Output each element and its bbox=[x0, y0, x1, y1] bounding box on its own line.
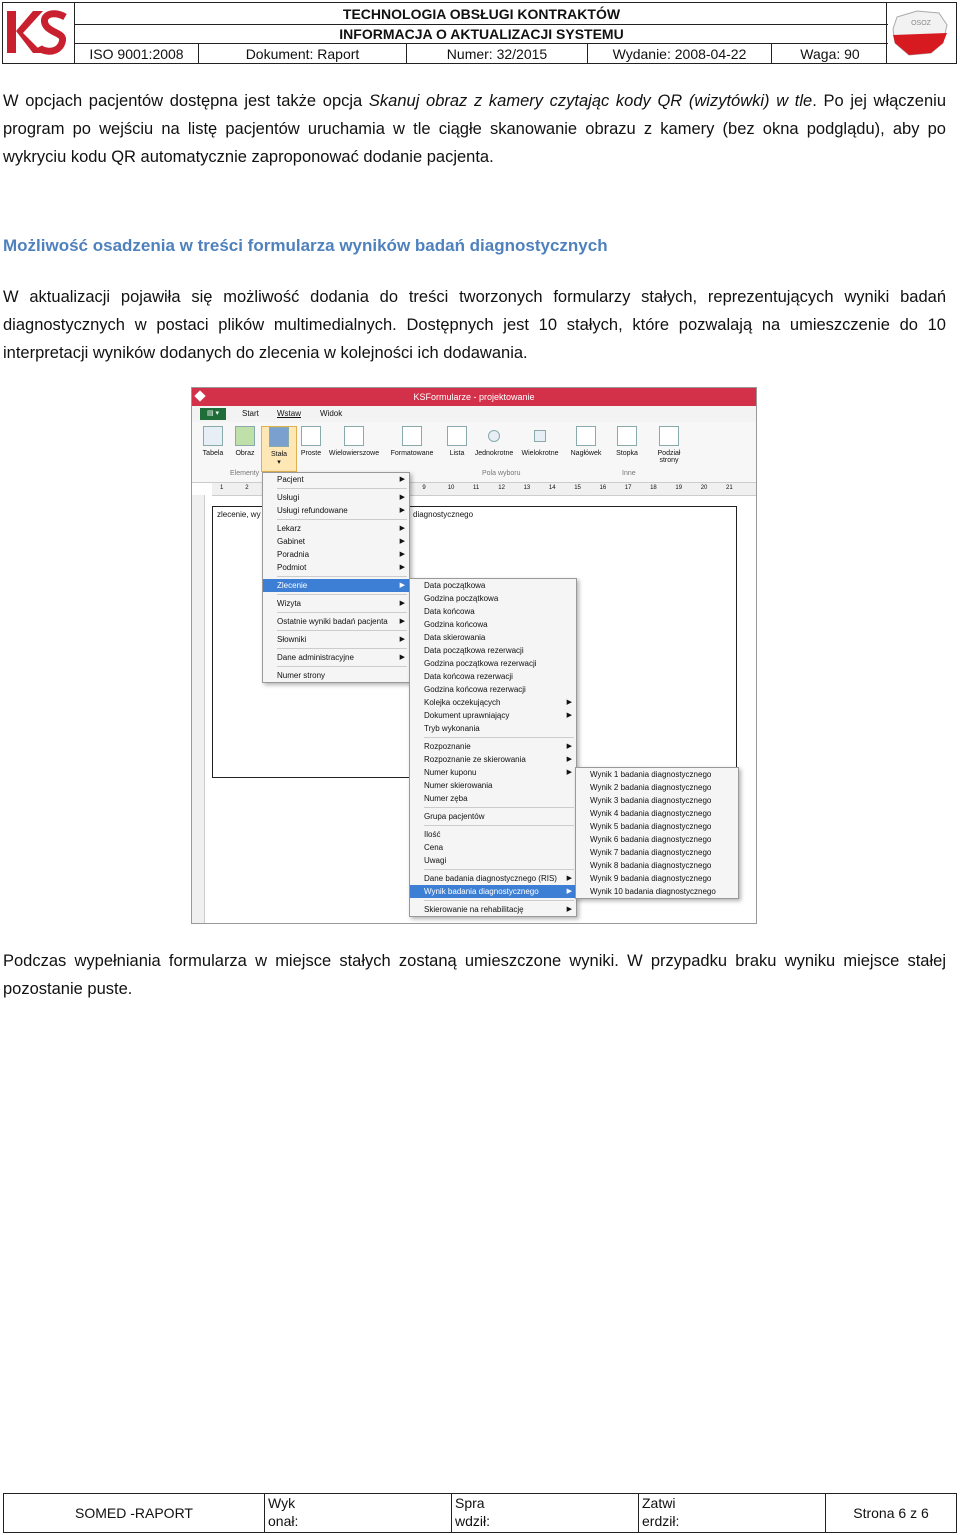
ribbon-naglowek-button[interactable] bbox=[566, 426, 606, 457]
ribbon-jednokrotne-button[interactable] bbox=[474, 426, 514, 457]
vertical-ruler bbox=[192, 495, 205, 924]
menu-item-label: Zlecenie bbox=[277, 581, 308, 590]
menu-item[interactable] bbox=[410, 696, 576, 709]
menu-item-label: Cena bbox=[424, 843, 444, 852]
menu-item-label: Grupa pacjentów bbox=[424, 812, 485, 821]
menu-wstaw[interactable]: Wstaw bbox=[277, 409, 301, 418]
menu-separator bbox=[277, 519, 407, 520]
ribbon-label: Wielokrotne bbox=[521, 450, 559, 457]
menu-item[interactable] bbox=[576, 846, 738, 859]
menu-item-label: Wynik 3 badania diagnostycznego bbox=[590, 796, 712, 805]
window-title: KSFormularze - projektowanie bbox=[413, 392, 535, 402]
menu-item[interactable] bbox=[263, 615, 409, 628]
menu-item[interactable] bbox=[576, 820, 738, 833]
ruler-tick: 16 bbox=[599, 485, 607, 491]
menu-item[interactable] bbox=[410, 841, 576, 854]
paragraph-1-italic: Skanuj obraz z kamery czytając kody QR (wizytówki) w tle bbox=[368, 92, 813, 110]
menu-separator bbox=[277, 488, 407, 489]
menu-item-label: Tryb wykonania bbox=[424, 724, 480, 733]
table-icon bbox=[203, 426, 223, 446]
ruler-tick: 13 bbox=[523, 485, 531, 491]
menu-item-label: Data końcowa bbox=[424, 607, 475, 616]
ribbon-group-inne: Inne bbox=[622, 470, 636, 477]
radio-icon bbox=[488, 430, 500, 442]
submenu-arrow-icon: ▶ bbox=[399, 618, 405, 625]
menu-item[interactable] bbox=[576, 794, 738, 807]
menu-item-label: Dane administracyjne bbox=[277, 653, 354, 662]
ruler-tick: 17 bbox=[624, 485, 632, 491]
menu-item[interactable] bbox=[410, 903, 576, 916]
menu-bar bbox=[192, 406, 756, 423]
file-menu-button[interactable]: ▤ ▾ bbox=[200, 408, 226, 420]
menu-item[interactable] bbox=[410, 709, 576, 722]
menu-separator bbox=[277, 648, 407, 649]
ribbon-tabela-button[interactable] bbox=[196, 426, 230, 457]
osoz-logo-text: OSOZ bbox=[911, 20, 931, 27]
menu-item[interactable] bbox=[410, 579, 576, 592]
menu-item-label: Wynik 2 badania diagnostycznego bbox=[590, 783, 712, 792]
menu-item[interactable] bbox=[410, 766, 576, 779]
menu-item-label: Wynik 9 badania diagnostycznego bbox=[590, 874, 712, 883]
ribbon-proste-button[interactable] bbox=[294, 426, 328, 457]
menu-item[interactable] bbox=[410, 792, 576, 805]
footer-checked-by bbox=[452, 1494, 639, 1532]
footer-made-by bbox=[265, 1494, 452, 1532]
menu-item-label: Data początkowa bbox=[424, 581, 486, 590]
ribbon-wielowierszowe-button[interactable] bbox=[328, 426, 380, 457]
menu-item[interactable] bbox=[263, 651, 409, 664]
menu-item[interactable] bbox=[410, 740, 576, 753]
menu-item[interactable] bbox=[263, 504, 409, 517]
menu-item-label: Kolejka oczekujących bbox=[424, 698, 501, 707]
menu-item-label: Numer strony bbox=[277, 671, 326, 680]
ribbon-label: Podział strony bbox=[657, 450, 681, 464]
menu-item[interactable] bbox=[410, 872, 576, 885]
menu-item[interactable] bbox=[410, 631, 576, 644]
menu-item[interactable] bbox=[576, 872, 738, 885]
stala-dropdown bbox=[262, 472, 410, 683]
menu-item[interactable] bbox=[263, 669, 409, 682]
menu-item-label: Poradnia bbox=[277, 550, 310, 559]
menu-item-label: Numer kuponu bbox=[424, 768, 477, 777]
paragraph-1 bbox=[3, 87, 946, 171]
submenu-arrow-icon: ▶ bbox=[566, 712, 572, 719]
submenu-arrow-icon: ▶ bbox=[399, 476, 405, 483]
menu-item-label: Data skierowania bbox=[424, 633, 486, 642]
zlecenie-submenu bbox=[409, 578, 577, 917]
menu-item-label: Podmiot bbox=[277, 563, 307, 572]
menu-item-label: Godzina końcowa bbox=[424, 620, 488, 629]
header-number: Numer: 32/2015 bbox=[407, 44, 588, 64]
canvas-text-2: diagnostycznego bbox=[413, 510, 474, 519]
menu-item[interactable] bbox=[576, 833, 738, 846]
ribbon-stala-button[interactable]: Stała ▾ bbox=[261, 426, 297, 472]
footer-made-b: onał: bbox=[268, 1513, 299, 1529]
menu-item-label: Godzina początkowa bbox=[424, 594, 499, 603]
submenu-arrow-icon: ▶ bbox=[399, 494, 405, 501]
menu-item[interactable] bbox=[410, 854, 576, 867]
ks-logo bbox=[3, 3, 75, 63]
submenu-arrow-icon: ▶ bbox=[399, 582, 405, 589]
menu-separator bbox=[424, 900, 574, 901]
header-issue: Wydanie: 2008-04-22 bbox=[588, 44, 772, 64]
footer-company: SOMED -RAPORT bbox=[4, 1494, 265, 1532]
textbox-icon bbox=[301, 426, 321, 446]
submenu-arrow-icon: ▶ bbox=[566, 888, 572, 895]
menu-item[interactable] bbox=[576, 807, 738, 820]
menu-item[interactable] bbox=[410, 657, 576, 670]
ribbon-label: Lista bbox=[449, 450, 465, 457]
footer-approved-a: Zatwi bbox=[642, 1495, 676, 1511]
ribbon-label: Jednokrotne bbox=[474, 450, 514, 457]
submenu-arrow-icon: ▶ bbox=[566, 756, 572, 763]
menu-item[interactable] bbox=[410, 592, 576, 605]
submenu-arrow-icon: ▶ bbox=[399, 564, 405, 571]
wynik-submenu bbox=[575, 767, 739, 899]
menu-item-label: Usługi bbox=[277, 493, 300, 502]
submenu-arrow-icon: ▶ bbox=[399, 538, 405, 545]
poland-map-logo bbox=[887, 3, 955, 61]
menu-item[interactable] bbox=[263, 535, 409, 548]
canvas-text-1: zlecenie, wy bbox=[217, 510, 261, 519]
ruler-tick: 12 bbox=[498, 485, 505, 491]
menu-item-label: Data początkowa rezerwacji bbox=[424, 646, 524, 655]
ruler-tick: 11 bbox=[473, 485, 480, 491]
ribbon-label: Stała bbox=[271, 451, 287, 458]
menu-item[interactable] bbox=[410, 828, 576, 841]
header-title-2: INFORMACJA O AKTUALIZACJI SYSTEMU bbox=[339, 26, 624, 42]
menu-item[interactable] bbox=[410, 885, 576, 898]
page-header bbox=[2, 2, 957, 64]
footer-approved-b: erdził: bbox=[642, 1513, 680, 1529]
menu-item[interactable] bbox=[410, 779, 576, 792]
menu-item-label: Skierowanie na rehabilitację bbox=[424, 905, 524, 914]
header-title-1: TECHNOLOGIA OBSŁUGI KONTRAKTÓW bbox=[342, 6, 621, 22]
menu-item[interactable] bbox=[410, 605, 576, 618]
menu-item[interactable] bbox=[263, 491, 409, 504]
ruler-tick: 20 bbox=[700, 485, 708, 491]
menu-item-label: Rozpoznanie bbox=[424, 742, 471, 751]
ribbon-formatowane-button[interactable] bbox=[387, 426, 437, 457]
menu-item-label: Wizyta bbox=[277, 599, 301, 608]
submenu-arrow-icon: ▶ bbox=[399, 636, 405, 643]
ribbon-label: Nagłówek bbox=[570, 450, 602, 457]
paragraph-1-text-b: . Po jej włączeniu program po wejściu na listę pacjentów uruchamia w tle ciągłe skanowanie obrazu z kamery (bez okna podglądu), aby po wykryciu kodu QR automatycznie zaproponować dodanie pacjenta. bbox=[3, 92, 946, 166]
menu-separator bbox=[277, 594, 407, 595]
menu-item[interactable] bbox=[410, 810, 576, 823]
submenu-arrow-icon: ▶ bbox=[566, 875, 572, 882]
menu-item-label: Godzina początkowa rezerwacji bbox=[424, 659, 537, 668]
window-titlebar bbox=[192, 388, 756, 406]
osoz-logo bbox=[886, 3, 956, 63]
footer-made-a: Wyk bbox=[268, 1495, 296, 1511]
menu-item-label: Wynik 7 badania diagnostycznego bbox=[590, 848, 712, 857]
paragraph-2: W aktualizacji pojawiła się możliwość dodania do treści tworzonych formularzy stałych, reprezentujących wyniki badań diagnostycznych w postaci plików multimedialnych. Dostępnych jest 10 stałych, które pozwalają na umieszczenie do 10 interpretacji wyników dodanych do zlecenia w kolejności ich dodawania. bbox=[3, 288, 946, 362]
submenu-arrow-icon: ▶ bbox=[566, 906, 572, 913]
menu-item-label: Wynik 8 badania diagnostycznego bbox=[590, 861, 712, 870]
menu-item-label: Wynik 4 badania diagnostycznego bbox=[590, 809, 712, 818]
footer-page: Strona 6 z 6 bbox=[853, 1505, 929, 1521]
list-icon bbox=[447, 426, 467, 446]
menu-item[interactable] bbox=[263, 561, 409, 574]
ruler-tick: 18 bbox=[650, 485, 657, 491]
header-document: Dokument: Raport bbox=[199, 44, 407, 64]
ribbon-label: Tabela bbox=[202, 450, 224, 457]
checkbox-icon bbox=[534, 430, 546, 442]
ruler-tick: 1 bbox=[220, 485, 224, 491]
ruler-tick: 9 bbox=[422, 485, 426, 491]
submenu-arrow-icon: ▶ bbox=[399, 507, 405, 514]
menu-item[interactable] bbox=[410, 753, 576, 766]
footer-approved-by bbox=[639, 1494, 826, 1532]
submenu-arrow-icon: ▶ bbox=[399, 551, 405, 558]
ribbon-podzial-button[interactable] bbox=[652, 426, 686, 464]
submenu-arrow-icon: ▶ bbox=[399, 525, 405, 532]
image-icon bbox=[235, 426, 255, 446]
menu-separator bbox=[424, 825, 574, 826]
submenu-arrow-icon: ▶ bbox=[399, 654, 405, 661]
formatted-icon bbox=[402, 426, 422, 446]
header-meta-row bbox=[75, 43, 888, 64]
ruler-tick: 2 bbox=[245, 485, 249, 491]
menu-separator bbox=[277, 630, 407, 631]
menu-separator bbox=[277, 612, 407, 613]
ruler-tick: 15 bbox=[574, 485, 581, 491]
menu-item-label: Uwagi bbox=[424, 856, 447, 865]
menu-item[interactable] bbox=[263, 633, 409, 646]
submenu-arrow-icon: ▶ bbox=[566, 769, 572, 776]
multiline-icon bbox=[344, 426, 364, 446]
ruler-tick: 10 bbox=[447, 485, 455, 491]
book-icon bbox=[269, 427, 289, 447]
menu-separator bbox=[424, 869, 574, 870]
menu-item[interactable] bbox=[263, 548, 409, 561]
footer-checked-b: wdził: bbox=[455, 1513, 491, 1529]
menu-item-label: Dane badania diagnostycznego (RIS) bbox=[424, 874, 557, 883]
menu-item-label: Numer zęba bbox=[424, 794, 468, 803]
page-break-icon bbox=[659, 426, 679, 446]
menu-item-label: Rozpoznanie ze skierowania bbox=[424, 755, 526, 764]
menu-start[interactable]: Start bbox=[242, 409, 259, 418]
menu-item-label: Lekarz bbox=[277, 524, 302, 533]
paragraph-1-text-a: W opcjach pacjentów dostępna jest także opcja bbox=[3, 92, 369, 110]
menu-item[interactable] bbox=[410, 670, 576, 683]
menu-item[interactable] bbox=[410, 618, 576, 631]
menu-item[interactable] bbox=[576, 859, 738, 872]
submenu-arrow-icon: ▶ bbox=[566, 743, 572, 750]
menu-item[interactable] bbox=[263, 522, 409, 535]
ribbon-label: Wielowierszowe bbox=[328, 450, 380, 457]
ribbon-group-elementy: Elementy bbox=[230, 470, 260, 477]
menu-item[interactable] bbox=[410, 722, 576, 735]
menu-item-label: Numer skierowania bbox=[424, 781, 493, 790]
menu-item[interactable] bbox=[410, 683, 576, 696]
menu-item-label: Wynik 6 badania diagnostycznego bbox=[590, 835, 712, 844]
footer-checked-a: Spra bbox=[455, 1495, 485, 1511]
menu-item-label: Data końcowa rezerwacji bbox=[424, 672, 513, 681]
menu-item-label: Ostatnie wyniki badań pacjenta bbox=[277, 617, 388, 626]
menu-item-label: Słowniki bbox=[277, 635, 307, 644]
menu-widok[interactable]: Widok bbox=[320, 409, 343, 418]
ruler-tick: 14 bbox=[548, 485, 556, 491]
menu-item-label: Dokument uprawniający bbox=[424, 711, 510, 720]
header-icon bbox=[576, 426, 596, 446]
ribbon-label: Obraz bbox=[235, 450, 255, 457]
header-iso: ISO 9001:2008 bbox=[75, 44, 199, 64]
app-screenshot bbox=[191, 387, 757, 924]
menu-item-label: Gabinet bbox=[277, 537, 306, 546]
ruler-tick: 19 bbox=[675, 485, 683, 491]
ribbon-stopka-button[interactable] bbox=[610, 426, 644, 457]
menu-separator bbox=[277, 666, 407, 667]
menu-item[interactable] bbox=[263, 473, 409, 486]
menu-item[interactable] bbox=[263, 579, 409, 592]
menu-item[interactable] bbox=[263, 597, 409, 610]
menu-item[interactable] bbox=[576, 781, 738, 794]
ks-logo-graphic bbox=[3, 3, 73, 61]
menu-item-label: Usługi refundowane bbox=[277, 506, 348, 515]
section-heading: Możliwość osadzenia w treści formularza wyników badań diagnostycznych bbox=[3, 236, 608, 255]
menu-item-label: Wynik badania diagnostycznego bbox=[424, 887, 539, 896]
footer-icon bbox=[617, 426, 637, 446]
paragraph-3: Podczas wypełniania formularza w miejsce stałych zostaną umieszczone wyniki. W przypadku braku wyniku miejsce stałej pozostanie puste. bbox=[3, 952, 946, 998]
ribbon-label: Proste bbox=[300, 450, 322, 457]
page-footer bbox=[3, 1493, 957, 1533]
header-weight: Waga: 90 bbox=[800, 46, 860, 62]
ribbon-label: Stopka bbox=[616, 450, 638, 457]
ribbon-wielokrotne-button[interactable] bbox=[520, 426, 560, 457]
menu-item-label: Ilość bbox=[424, 830, 441, 839]
menu-item[interactable] bbox=[576, 885, 738, 898]
menu-item-label: Wynik 5 badania diagnostycznego bbox=[590, 822, 712, 831]
ruler-tick: 21 bbox=[726, 485, 733, 491]
ribbon-lista-button[interactable] bbox=[440, 426, 474, 457]
submenu-arrow-icon: ▶ bbox=[399, 600, 405, 607]
menu-item-label: Godzina końcowa rezerwacji bbox=[424, 685, 526, 694]
menu-item-label: Wynik 1 badania diagnostycznego bbox=[590, 770, 712, 779]
menu-separator bbox=[424, 737, 574, 738]
submenu-arrow-icon: ▶ bbox=[566, 699, 572, 706]
menu-item-label: Pacjent bbox=[277, 475, 304, 484]
menu-separator bbox=[277, 576, 407, 577]
menu-item-label: Wynik 10 badania diagnostycznego bbox=[590, 887, 716, 896]
ribbon-obraz-button[interactable] bbox=[228, 426, 262, 457]
ribbon-label: Formatowane bbox=[390, 450, 434, 457]
menu-item[interactable] bbox=[410, 644, 576, 657]
menu-item[interactable] bbox=[576, 768, 738, 781]
menu-separator bbox=[424, 807, 574, 808]
ribbon-group-pola: Pola wyboru bbox=[482, 470, 521, 477]
